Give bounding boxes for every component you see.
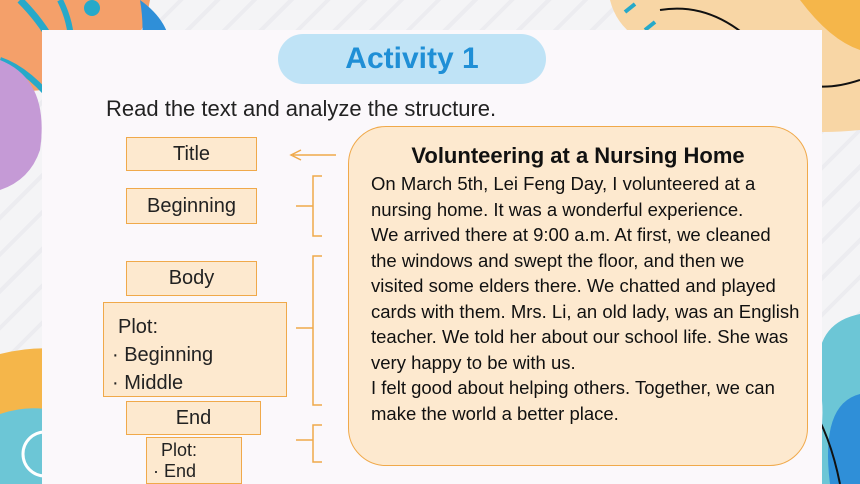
passage-paragraph-end: I felt good about helping others. Together, we can make the world a better place.	[371, 377, 775, 424]
title-label-box: Title	[126, 137, 257, 171]
end-bracket	[313, 425, 322, 462]
end-plot-item-end: · End	[153, 461, 197, 481]
passage-body	[371, 171, 801, 426]
beginning-bracket	[313, 176, 322, 236]
body-plot-item-beginning: · Beginning	[112, 344, 214, 366]
beginning-label-box: Beginning	[126, 188, 257, 224]
passage-paragraph-body: We arrived there at 9:00 a.m. At first, we cleaned the windows and swept the floor, and then we visited some elders there. We chatted and played cards with them. Mrs. Li, an old lady, was an English teacher. We told her about our school life. She was very happy to be with us.	[371, 224, 800, 373]
body-plot-heading: Plot:	[118, 316, 159, 338]
body-bracket	[313, 256, 322, 405]
passage-box	[348, 126, 808, 466]
end-plot-heading: Plot:	[161, 440, 198, 460]
activity-title: Activity 1	[278, 34, 546, 84]
passage-title: Volunteering at a Nursing Home	[411, 143, 745, 168]
body-label-box: Body	[126, 261, 257, 296]
instruction-text: Read the text and analyze the structure.	[106, 96, 497, 121]
body-plot-item-middle: · Middle	[112, 372, 184, 394]
end-label-box: End	[126, 401, 261, 435]
passage-paragraph-beginning: On March 5th, Lei Feng Day, I volunteered at a nursing home. It was a wonderful experience.	[371, 173, 756, 220]
